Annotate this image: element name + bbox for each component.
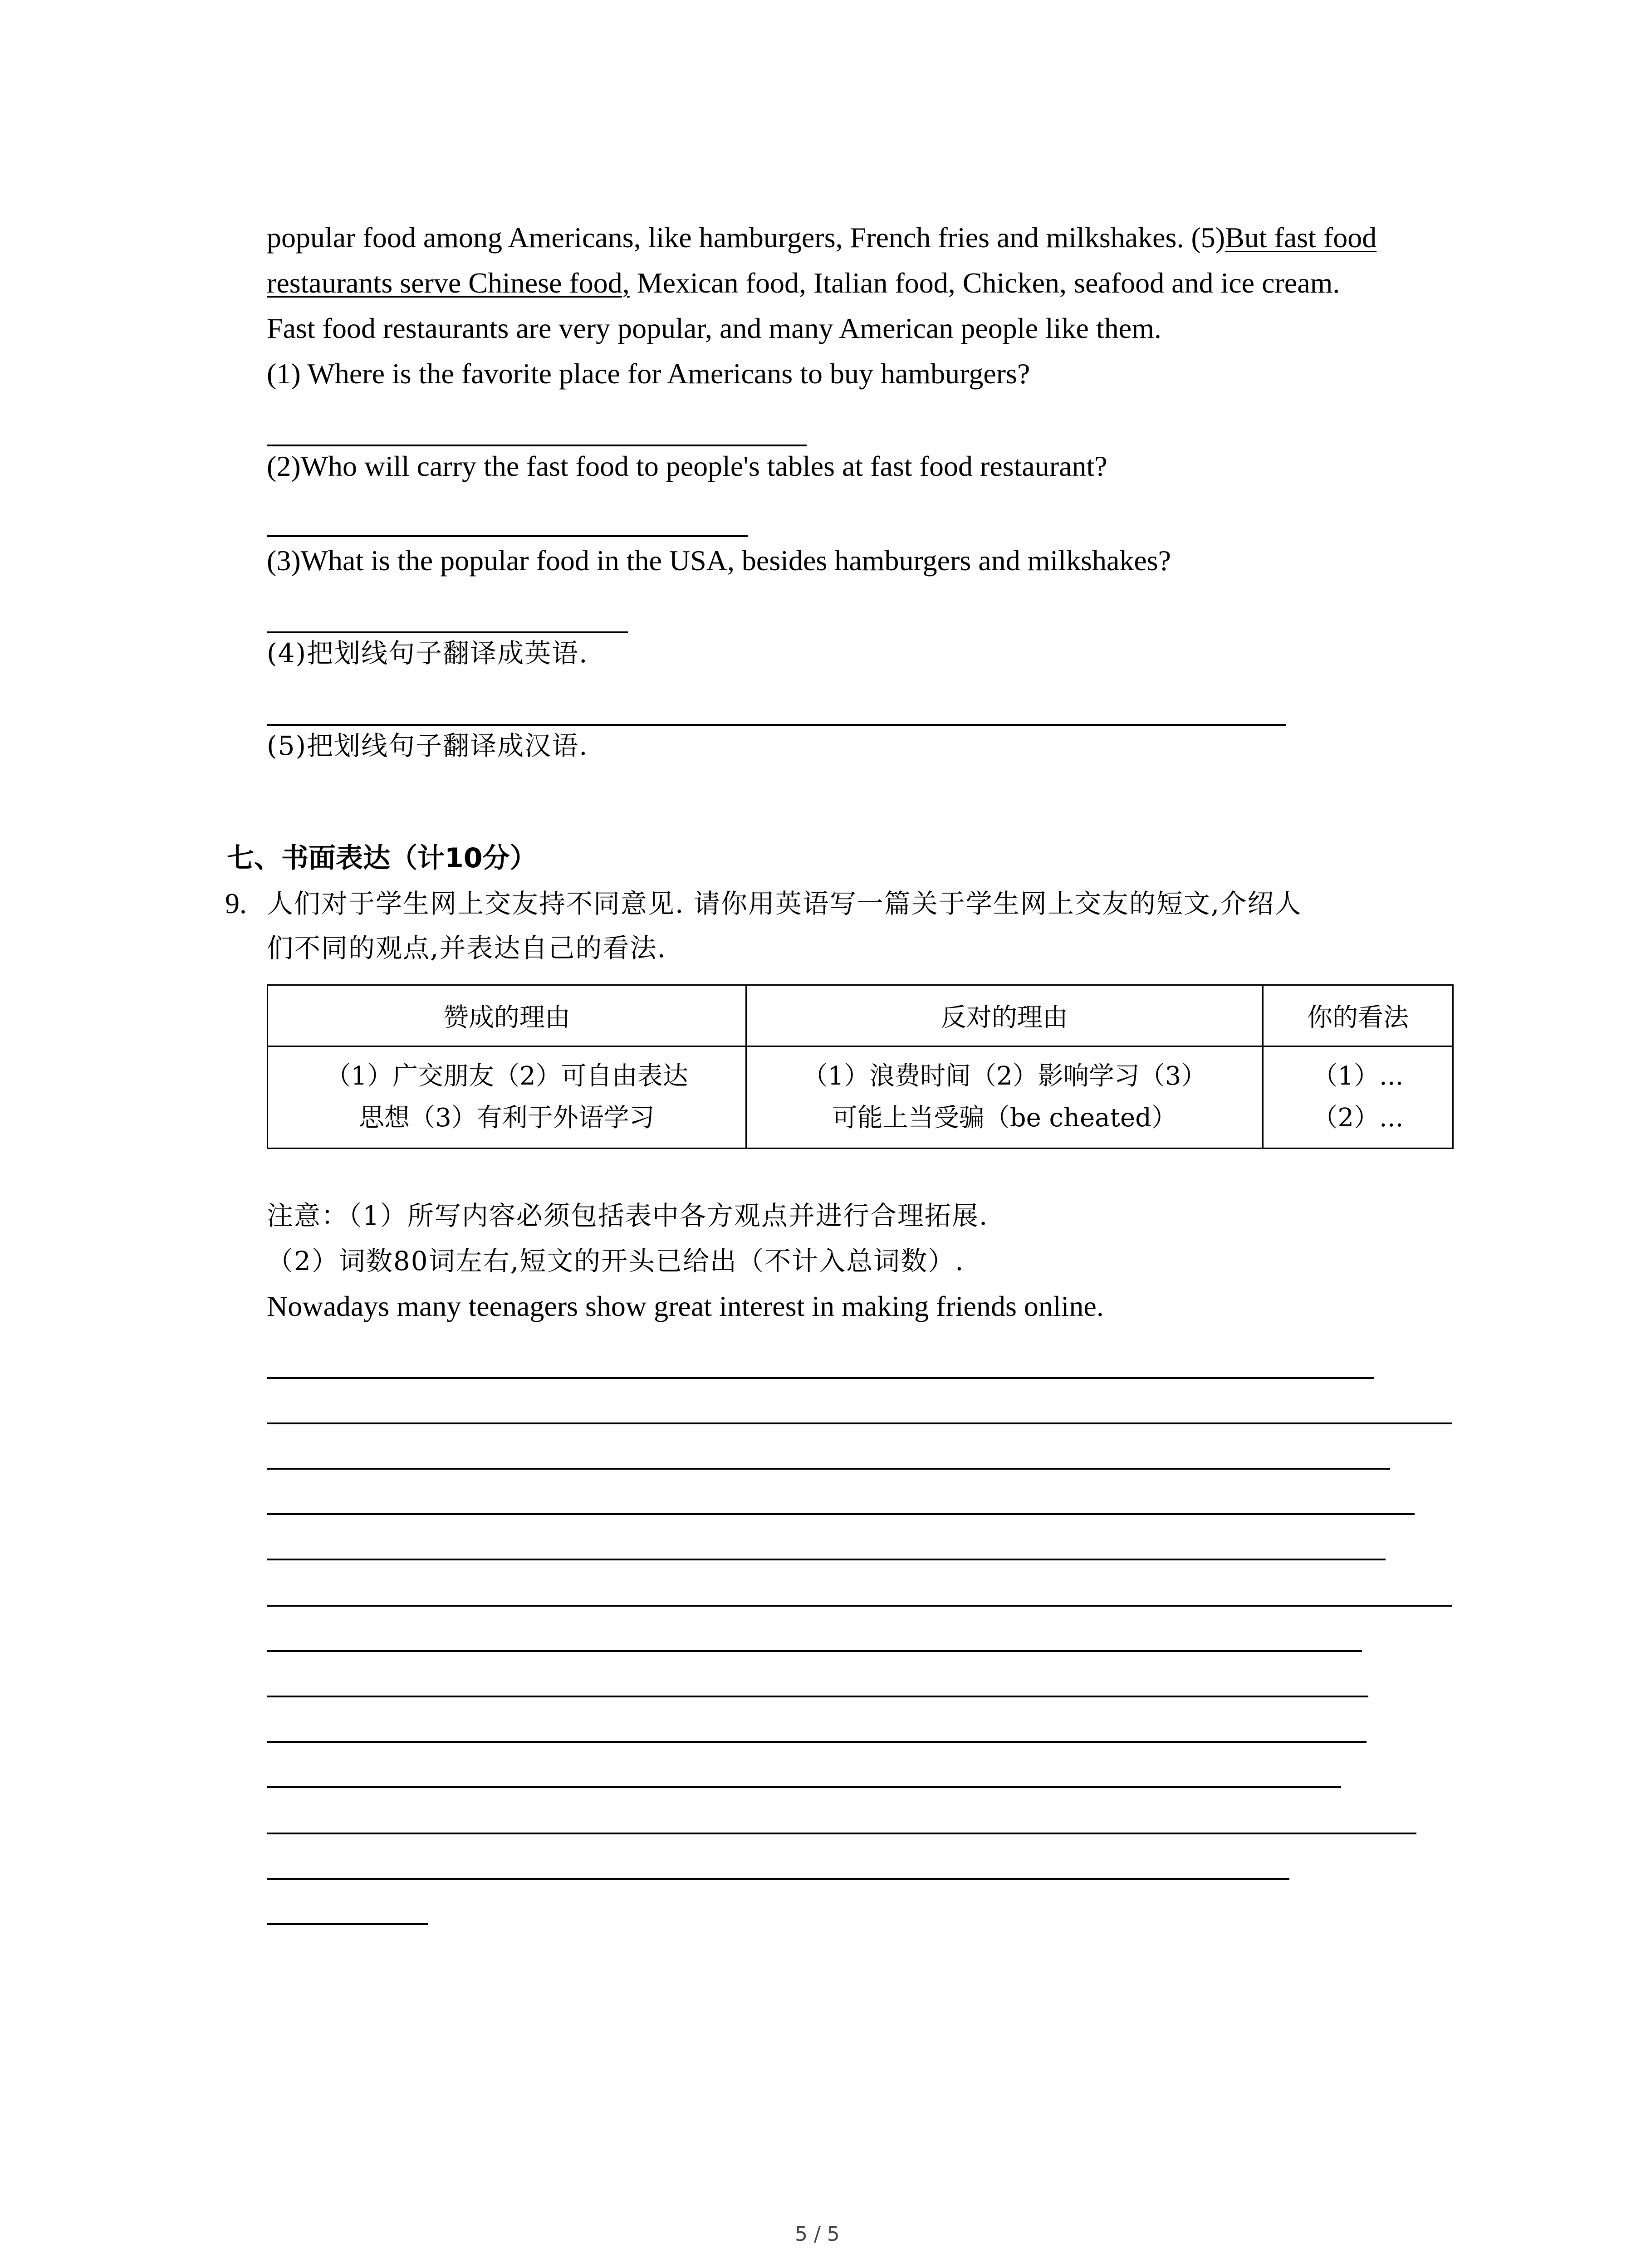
answer-line-4[interactable] bbox=[267, 724, 1286, 726]
passage-line-2 bbox=[267, 265, 1340, 301]
writing-line[interactable] bbox=[267, 1422, 1452, 1424]
oppose-line-2: 可能上当受骗（be cheated） bbox=[832, 1103, 1177, 1133]
passage-line-2-text: Mexican food, Italian food, Chicken, seafood and ice cream. bbox=[629, 267, 1340, 299]
question-4: (4)把划线句子翻译成英语. bbox=[267, 638, 588, 669]
note-line-2: （2）词数80词左右,短文的开头已给出（不计入总词数）. bbox=[267, 1246, 965, 1276]
yours-line-2: （2）... bbox=[1312, 1103, 1404, 1133]
question-1: (1) Where is the favorite place for Americans to buy hamburgers? bbox=[267, 357, 1030, 390]
writing-line[interactable] bbox=[267, 1786, 1341, 1788]
writing-line[interactable] bbox=[267, 1878, 1289, 1880]
header-yours: 你的看法 bbox=[1263, 985, 1453, 1046]
table-header-row bbox=[268, 985, 1453, 1046]
writing-line[interactable] bbox=[267, 1468, 1390, 1470]
opinions-table bbox=[267, 984, 1454, 1149]
header-oppose: 反对的理由 bbox=[746, 985, 1263, 1046]
writing-line[interactable] bbox=[267, 1559, 1386, 1560]
passage-line-1 bbox=[267, 220, 1376, 256]
writing-line[interactable] bbox=[267, 1741, 1367, 1743]
passage-line-3: Fast food restaurants are very popular, and many American people like them. bbox=[267, 312, 1161, 344]
passage-line-1-text: popular food among Americans, like hamburgers, French fries and milkshakes. (5) bbox=[267, 221, 1225, 254]
section-heading: 七、书面表达（计10分） bbox=[227, 842, 537, 874]
writing-line[interactable] bbox=[267, 1696, 1368, 1697]
cell-support bbox=[268, 1046, 746, 1149]
writing-line[interactable] bbox=[267, 1377, 1374, 1379]
writing-line[interactable] bbox=[267, 1833, 1416, 1834]
underlined-sentence-part-1: But fast food bbox=[1225, 221, 1377, 254]
support-line-1: （1）广交朋友（2）可自由表达 bbox=[325, 1061, 688, 1091]
note-line-1: 注意：（1）所写内容必须包括表中各方观点并进行合理拓展. bbox=[267, 1200, 989, 1231]
support-line-2: 思想（3）有利于外语学习 bbox=[359, 1103, 655, 1133]
writing-line[interactable] bbox=[267, 1513, 1415, 1515]
question-5: (5)把划线句子翻译成汉语. bbox=[267, 730, 588, 761]
header-support: 赞成的理由 bbox=[268, 985, 746, 1046]
cell-yours bbox=[1263, 1046, 1453, 1149]
writing-line[interactable] bbox=[267, 1605, 1452, 1607]
yours-line-1: （1）... bbox=[1312, 1061, 1404, 1091]
writing-line[interactable] bbox=[267, 1650, 1362, 1652]
question-2: (2)Who will carry the fast food to people's tables at fast food restaurant? bbox=[267, 450, 1107, 482]
prompt-line-2: 们不同的观点,并表达自己的看法. bbox=[267, 933, 666, 963]
cell-oppose bbox=[746, 1046, 1263, 1149]
answer-line-3[interactable] bbox=[267, 631, 628, 633]
prompt-line-1: 人们对于学生网上交友持不同意见. 请你用英语写一篇关于学生网上交友的短文,介绍人 bbox=[267, 888, 1302, 919]
oppose-line-1: （1）浪费时间（2）影响学习（3） bbox=[802, 1061, 1207, 1091]
question-3: (3)What is the popular food in the USA, besides hamburgers and milkshakes? bbox=[267, 544, 1171, 577]
writing-line[interactable] bbox=[267, 1923, 428, 1925]
essay-opening: Nowadays many teenagers show great interest in making friends online. bbox=[267, 1290, 1104, 1322]
question-number: 9. bbox=[225, 887, 247, 919]
table-row bbox=[268, 1046, 1453, 1149]
underlined-sentence-part-2: restaurants serve Chinese food, bbox=[267, 267, 630, 299]
page-number: 5 / 5 bbox=[795, 2223, 840, 2246]
answer-line-1[interactable] bbox=[267, 445, 807, 446]
answer-line-2[interactable] bbox=[267, 535, 748, 537]
